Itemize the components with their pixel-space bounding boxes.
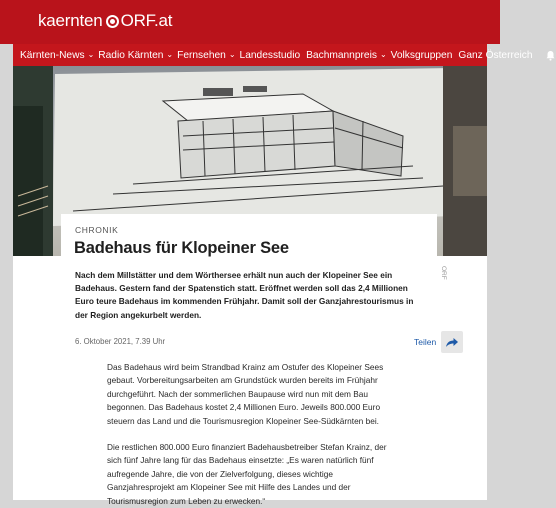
chevron-down-icon: ⌄ <box>228 49 236 59</box>
nav-item-fernsehen[interactable] <box>177 50 239 61</box>
chevron-down-icon: ⌄ <box>166 49 174 59</box>
nav-item-label: Fernsehen <box>177 49 226 61</box>
nav-item-label: Ganz Österreich <box>458 49 533 61</box>
main-navigation <box>13 44 533 66</box>
article-title: Badehaus für Klopeiner See <box>74 239 289 257</box>
nav-item-ganz-österreich[interactable] <box>458 50 538 61</box>
brand-name: kaernten <box>38 11 103 30</box>
chevron-down-icon: ⌄ <box>87 49 95 59</box>
nav-item-radio-kärnten[interactable] <box>98 50 177 61</box>
article-category: CHRONIK <box>75 225 119 235</box>
bell-icon[interactable] <box>545 50 556 61</box>
share-arrow-icon <box>445 337 459 348</box>
nav-item-label: Landesstudio <box>239 49 301 61</box>
nav-item-label: Radio Kärnten <box>98 49 164 61</box>
nav-item-label: Bachmannpreis <box>306 49 377 61</box>
nav-item-landesstudio[interactable] <box>240 50 307 61</box>
nav-item-kärnten-news[interactable] <box>20 50 98 61</box>
nav-item-volksgruppen[interactable] <box>391 50 459 61</box>
article-paragraph: Das Badehaus wird beim Strandbad Krainz am Ostufer des Klopeiner Sees gebaut. Vorbereitungsarbeiten am Grundstück wurden bereits im Frühjahr durchgeführt. Nach der sommerlichen Baupause wird nun mit dem Bau begonnen. Das Badehaus kostet 2,4 Millionen Euro. Jeweils 800.000 Euro steuern das Land und die Tourismusregion Klopeiner See-Südkärnten bei. <box>107 362 384 426</box>
nav-item-label: Volksgruppen <box>390 49 453 61</box>
site-logo-link[interactable] <box>38 10 172 32</box>
site-header <box>0 0 500 44</box>
share-label[interactable]: Teilen <box>414 337 437 347</box>
share-button[interactable] <box>441 331 463 353</box>
article-paragraph: Die restlichen 800.000 Euro finanziert Badehausbetreiber Stefan Krainz, der sich fünf Jahre lang für das Badehaus einsetzte: „Es waren natürlich fünf aufregende Jahre, die von der Zielverfolgung, dieses wichtige Ganzjahresprojekt am Klopeiner See mit Hilfe des Landes und der Tourismusregion zum Leben zu erwecken.“ <box>107 442 387 506</box>
nav-item-label: Kärnten-News <box>20 49 85 61</box>
chevron-down-icon: ⌄ <box>379 49 387 59</box>
brand-domain: ORF.at <box>120 11 173 30</box>
image-credit: ORF <box>440 266 447 280</box>
article-lead: Nach dem Millstätter und dem Wörthersee erhält nun auch der Klopeiner See ein Badehaus. Gestern fand der Spatenstich statt. Eröffnet werden soll das 2,4 Millionen Euro teure Badehaus im kommenden Frühjahr. Damit soll der Ganzjahrestourismus in der Region angekurbelt werden. <box>75 270 414 320</box>
share-control[interactable] <box>414 331 463 353</box>
orf-eye-icon <box>106 15 119 28</box>
article-date: 6. Oktober 2021, 7.39 Uhr <box>75 337 166 346</box>
nav-item-bachmannpreis[interactable] <box>306 50 391 61</box>
